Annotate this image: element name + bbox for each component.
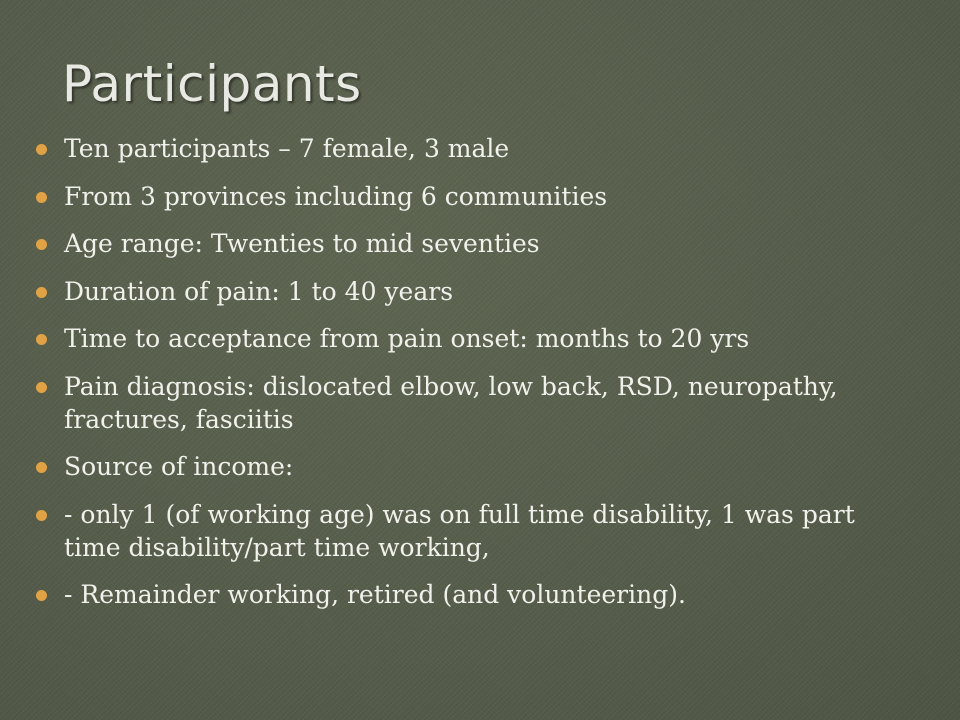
bullet-dot-icon	[36, 334, 47, 345]
bullet-item	[34, 450, 914, 483]
bullet-list	[34, 132, 914, 626]
bullet-text: Duration of pain: 1 to 40 years	[64, 276, 454, 306]
bullet-dot-icon	[36, 510, 47, 521]
bullet-dot-icon	[36, 462, 47, 473]
bullet-item	[34, 180, 914, 213]
bullet-item	[34, 578, 914, 611]
slide-title: Participants	[62, 55, 362, 113]
bullet-item	[34, 132, 914, 165]
bullet-text: Time to acceptance from pain onset: months to 20 yrs	[64, 324, 750, 353]
bullet-dot-icon	[36, 287, 47, 298]
bullet-dot-icon	[36, 239, 47, 250]
bullet-text: Ten participants – 7 female, 3 male	[64, 134, 510, 163]
bullet-text: Age range: Twenties to mid seventies	[64, 229, 540, 258]
bullet-item	[34, 322, 914, 355]
bullet-item	[34, 370, 914, 436]
bullet-dot-icon	[36, 192, 47, 203]
bullet-text: - only 1 (of working age) was on full time disability, 1 was part time disability/part time working,	[64, 499, 855, 562]
bullet-text: From 3 provinces including 6 communities	[64, 181, 608, 211]
bullet-dot-icon	[36, 382, 47, 393]
bullet-dot-icon	[36, 590, 47, 601]
bullet-text: - Remainder working, retired (and volunteering).	[64, 580, 686, 609]
bullet-dot-icon	[36, 144, 47, 155]
bullet-item	[34, 227, 914, 260]
bullet-text: Pain diagnosis: dislocated elbow, low back, RSD, neuropathy, fractures, fasciitis	[64, 371, 838, 434]
bullet-item	[34, 275, 914, 308]
bullet-item	[34, 498, 914, 564]
bullet-text: Source of income:	[64, 452, 294, 481]
